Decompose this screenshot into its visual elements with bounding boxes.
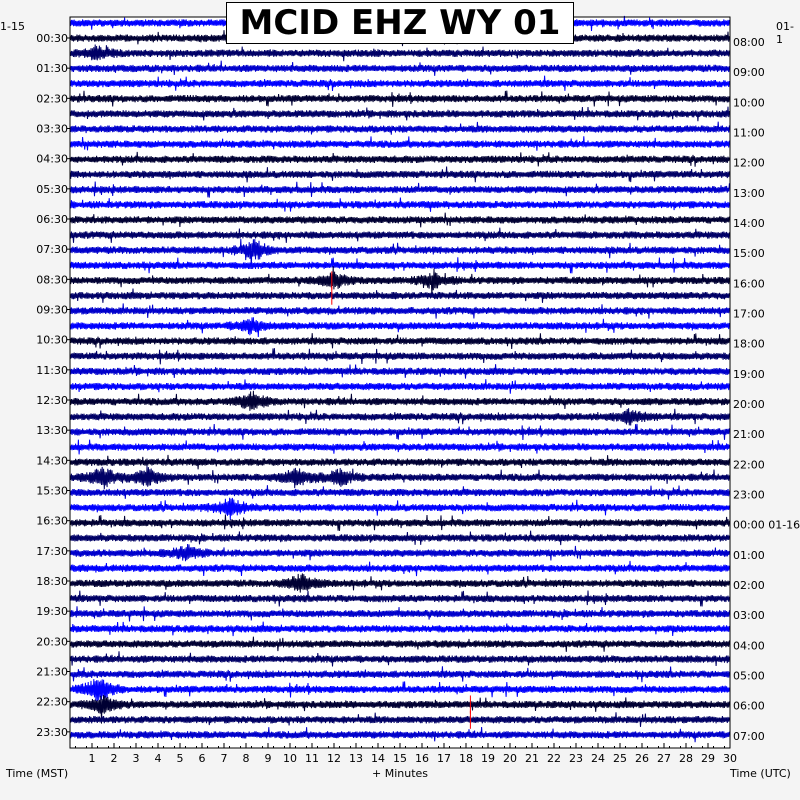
right-time-label-19: 03:00 (733, 609, 765, 623)
x-tick-label-10: 10 (283, 752, 297, 765)
x-tick-label-26: 26 (635, 752, 649, 765)
x-tick-label-30: 30 (723, 752, 737, 765)
right-time-label-8: 16:00 (733, 277, 765, 291)
left-time-label-15: 15:30 (36, 484, 68, 498)
x-tick-label-20: 20 (503, 752, 517, 765)
right-time-label-5: 13:00 (733, 186, 765, 200)
left-time-label-18: 18:30 (36, 575, 68, 588)
x-tick-label-7: 7 (220, 752, 228, 765)
right-time-label-21: 05:00 (733, 669, 765, 683)
x-tick-label-6: 6 (198, 752, 206, 765)
right-axis-title: Time (UTC) (730, 767, 791, 780)
right-time-label-14: 22:00 (733, 458, 765, 472)
right-time-label-15: 23:00 (733, 488, 765, 502)
start-date-left: 1-15 (0, 20, 25, 33)
right-time-label-20: 04:00 (733, 639, 765, 653)
left-time-label-16: 16:30 (36, 514, 68, 528)
left-time-label-8: 08:30 (36, 273, 68, 287)
left-time-label-23: 23:30 (36, 725, 68, 739)
x-tick-label-23: 23 (569, 752, 583, 765)
left-time-label-20: 20:30 (36, 635, 68, 649)
right-time-label-9: 17:00 (733, 307, 765, 321)
right-time-label-7: 15:00 (733, 247, 765, 261)
right-time-label-22: 06:00 (733, 699, 765, 713)
left-time-label-22: 22:30 (36, 695, 68, 709)
x-tick-label-25: 25 (613, 752, 627, 765)
left-time-label-13: 13:30 (36, 424, 68, 438)
x-tick-label-28: 28 (679, 752, 693, 765)
right-time-label-1: 09:00 (733, 66, 765, 80)
x-tick-label-18: 18 (459, 752, 473, 765)
left-time-label-7: 07:30 (36, 243, 68, 257)
x-tick-label-12: 12 (327, 752, 341, 765)
right-time-label-4: 12:00 (733, 156, 765, 170)
left-time-label-17: 17:30 (36, 544, 68, 558)
x-tick-label-3: 3 (132, 752, 140, 765)
left-time-label-10: 10:30 (36, 333, 68, 347)
right-time-label-18: 02:00 (733, 579, 765, 592)
left-time-label-19: 19:30 (36, 605, 68, 619)
start-date-right: 01-1 (776, 20, 794, 46)
left-time-label-21: 21:30 (36, 665, 68, 679)
chart-title: MCID EHZ WY 01 (226, 2, 574, 44)
left-time-label-6: 06:30 (36, 213, 68, 226)
right-time-label-23: 07:00 (733, 729, 765, 743)
right-time-label-12: 20:00 (733, 398, 765, 411)
right-time-label-10: 18:00 (733, 337, 765, 351)
right-time-label-3: 11:00 (733, 126, 765, 140)
right-time-label-0: 08:00 (733, 36, 765, 49)
x-tick-label-15: 15 (393, 752, 407, 765)
left-time-label-3: 03:30 (36, 122, 68, 136)
left-axis-title: Time (MST) (6, 767, 69, 780)
right-time-label-17: 01:00 (733, 548, 765, 562)
x-axis-title: + Minutes (372, 767, 429, 780)
x-tick-label-9: 9 (264, 752, 272, 765)
x-tick-label-16: 16 (415, 752, 429, 765)
left-time-label-2: 02:30 (36, 92, 68, 106)
x-tick-label-1: 1 (88, 752, 96, 765)
left-time-label-0: 00:30 (36, 32, 68, 45)
right-time-label-6: 14:00 (733, 217, 765, 230)
x-tick-label-17: 17 (437, 752, 451, 765)
x-tick-label-21: 21 (525, 752, 539, 765)
x-tick-label-13: 13 (349, 752, 363, 765)
left-time-label-1: 01:30 (36, 62, 68, 76)
right-time-label-11: 19:00 (733, 367, 765, 381)
right-time-label-13: 21:00 (733, 428, 765, 442)
right-time-label-16: 00:00 01-16 (733, 518, 800, 532)
x-tick-label-22: 22 (547, 752, 561, 765)
x-tick-label-14: 14 (371, 752, 385, 765)
left-time-label-12: 12:30 (36, 394, 68, 407)
left-time-label-5: 05:30 (36, 182, 68, 196)
left-time-label-11: 11:30 (36, 363, 68, 377)
right-time-label-2: 10:00 (733, 96, 765, 110)
x-tick-label-24: 24 (591, 752, 605, 765)
x-tick-label-11: 11 (305, 752, 319, 765)
x-tick-label-8: 8 (242, 752, 250, 765)
left-time-label-4: 04:30 (36, 152, 68, 166)
x-tick-label-2: 2 (110, 752, 118, 765)
x-tick-label-19: 19 (481, 752, 495, 765)
x-tick-label-4: 4 (154, 752, 162, 765)
left-time-label-14: 14:30 (36, 454, 68, 468)
x-tick-label-27: 27 (657, 752, 671, 765)
x-tick-label-5: 5 (176, 752, 184, 765)
x-tick-label-29: 29 (701, 752, 715, 765)
left-time-label-9: 09:30 (36, 303, 68, 317)
